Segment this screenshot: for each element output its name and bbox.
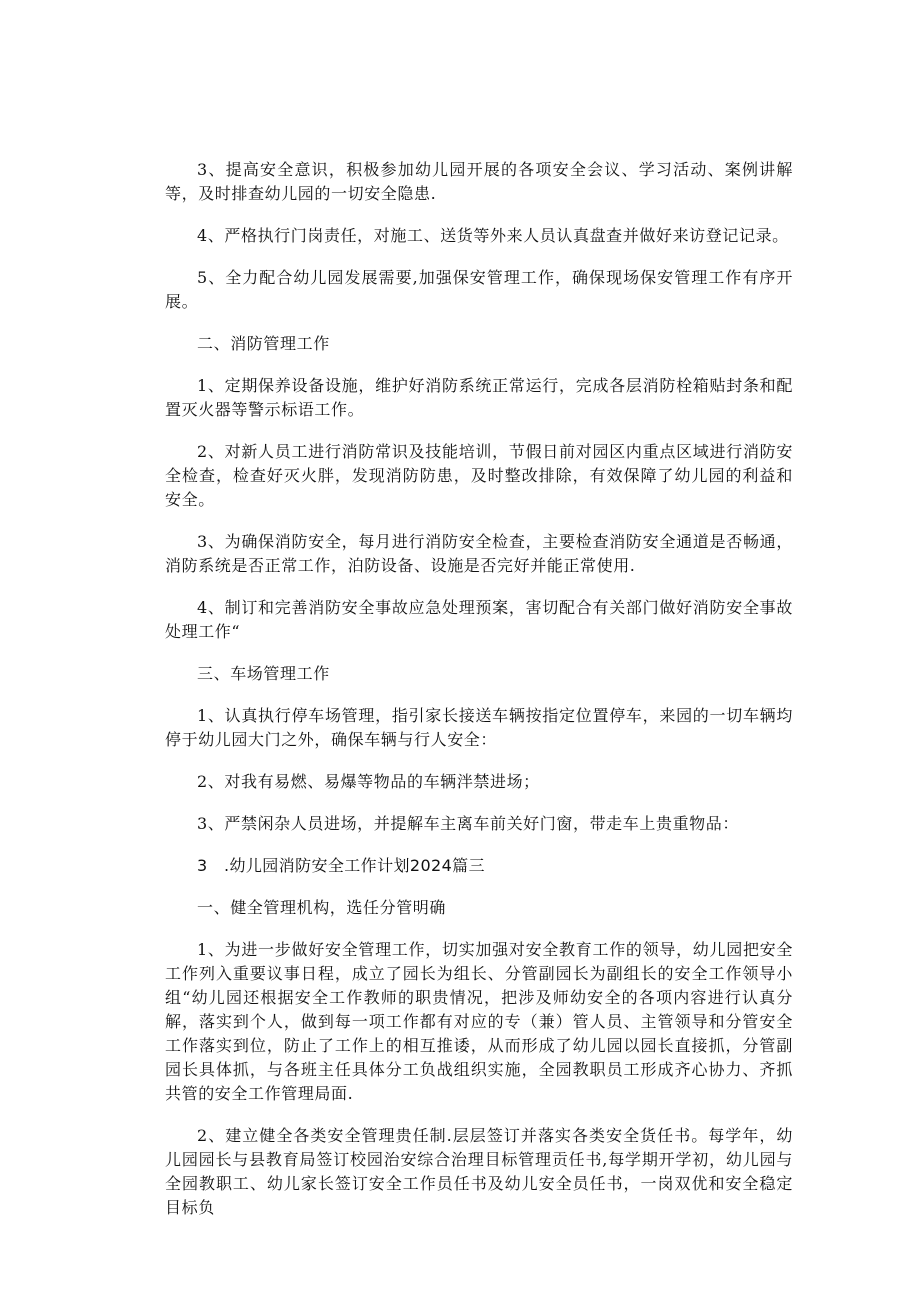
paragraph-organization-2: 2、建立健全各类安全管理贵任制.层层签订并落实各类安全货任书。每学年，幼儿园园长与县教育局签订校园治安综合治理目标管理贡任书,每学期开学初，幼儿园与全园教职工、幼儿家长签订安全工作员任书及幼儿安全员任书，一岗双优和安全稳定目标负 (165, 1126, 793, 1217)
document-body (165, 158, 793, 1220)
paragraph-fire-4: 4、制订和完善消防安全事故应急处理预案，害切配合有关部门做好消防安全事故处理工作“ (165, 598, 793, 641)
paragraph-security-3: 3、提高安全意识，积极参加幼儿园开展的各项安全会议、学习活动、案例讲解等，及时排查幼儿园的一切安全隐患. (165, 160, 793, 203)
paragraph-fire-2: 2、对新人员工进行消防常识及技能培训，节假日前对园区内重点区域进行消防安全检查，检查好灭火胖，发现消防防患，及时整改排除，有效保障了幼儿园的利益和安全。 (165, 442, 793, 509)
paragraph-parking-3: 3、严禁闲杂人员进场，并提解车主离车前关好门窗，带走车上贵重物品： (197, 814, 739, 833)
paragraph-security-5: 5、全力配合幼儿园发展需要,加强保安管理工作，确保现场保安管理工作有序开展。 (165, 268, 793, 311)
section-heading-organization: 一、健全管理机构，选任分管明确 (197, 898, 447, 917)
paragraph-parking-2: 2、对我有易燃、易爆等物品的车辆泮禁进场； (197, 772, 540, 791)
plan-subtitle: 3 .幼儿园消防安全工作计划2024篇三 (197, 856, 485, 875)
paragraph-fire-3: 3、为确保消防安全，每月进行消防安全检查，主要检查消防安全通道是否畅通，消防系统是否正常工作，泊防设备、设施是否完好并能正常使用. (165, 532, 793, 575)
paragraph-organization-1: 1、为进一步做好安全管理工作，切实加强对安全教育工作的领导，幼儿园把安全工作列入重要议事日程，成立了园长为组长、分管副园长为副组长的安全工作领导小组“幼儿园还根据安全工作教师的职贵情况，把涉及师幼安全的各项内容进行认真分解，落实到个人，做到每一项工作都有对应的专（兼）管人员、主管领导和分管安全工作落实到位，防止了工作上的相互推诿，从而形成了幼儿园以园长直接抓，分管副园长具体抓，与各班主任具体分工负战组织实施，全园教职员工形成齐心协力、齐抓共管的安全工作管理局面. (165, 940, 793, 1103)
paragraph-parking-1: 1、认真执行停车场管理，指引家长接送车辆按指定位置停车，来园的一切车辆均停于幼儿园大门之外，确保车辆与行人安全： (165, 706, 793, 749)
section-heading-parking: 三、车场管理工作 (197, 664, 330, 683)
paragraph-security-4: 4、严格执行门岗责任，对施工、送货等外来人员认真盘查并做好来访登记记录。 (197, 226, 789, 245)
paragraph-fire-1: 1、定期保养设备设施，维护好消防系统正常运行，完成各层消防栓箱贴封条和配置灭火器等警示标语工作。 (165, 376, 793, 419)
section-heading-fire: 二、消防管理工作 (197, 334, 330, 353)
